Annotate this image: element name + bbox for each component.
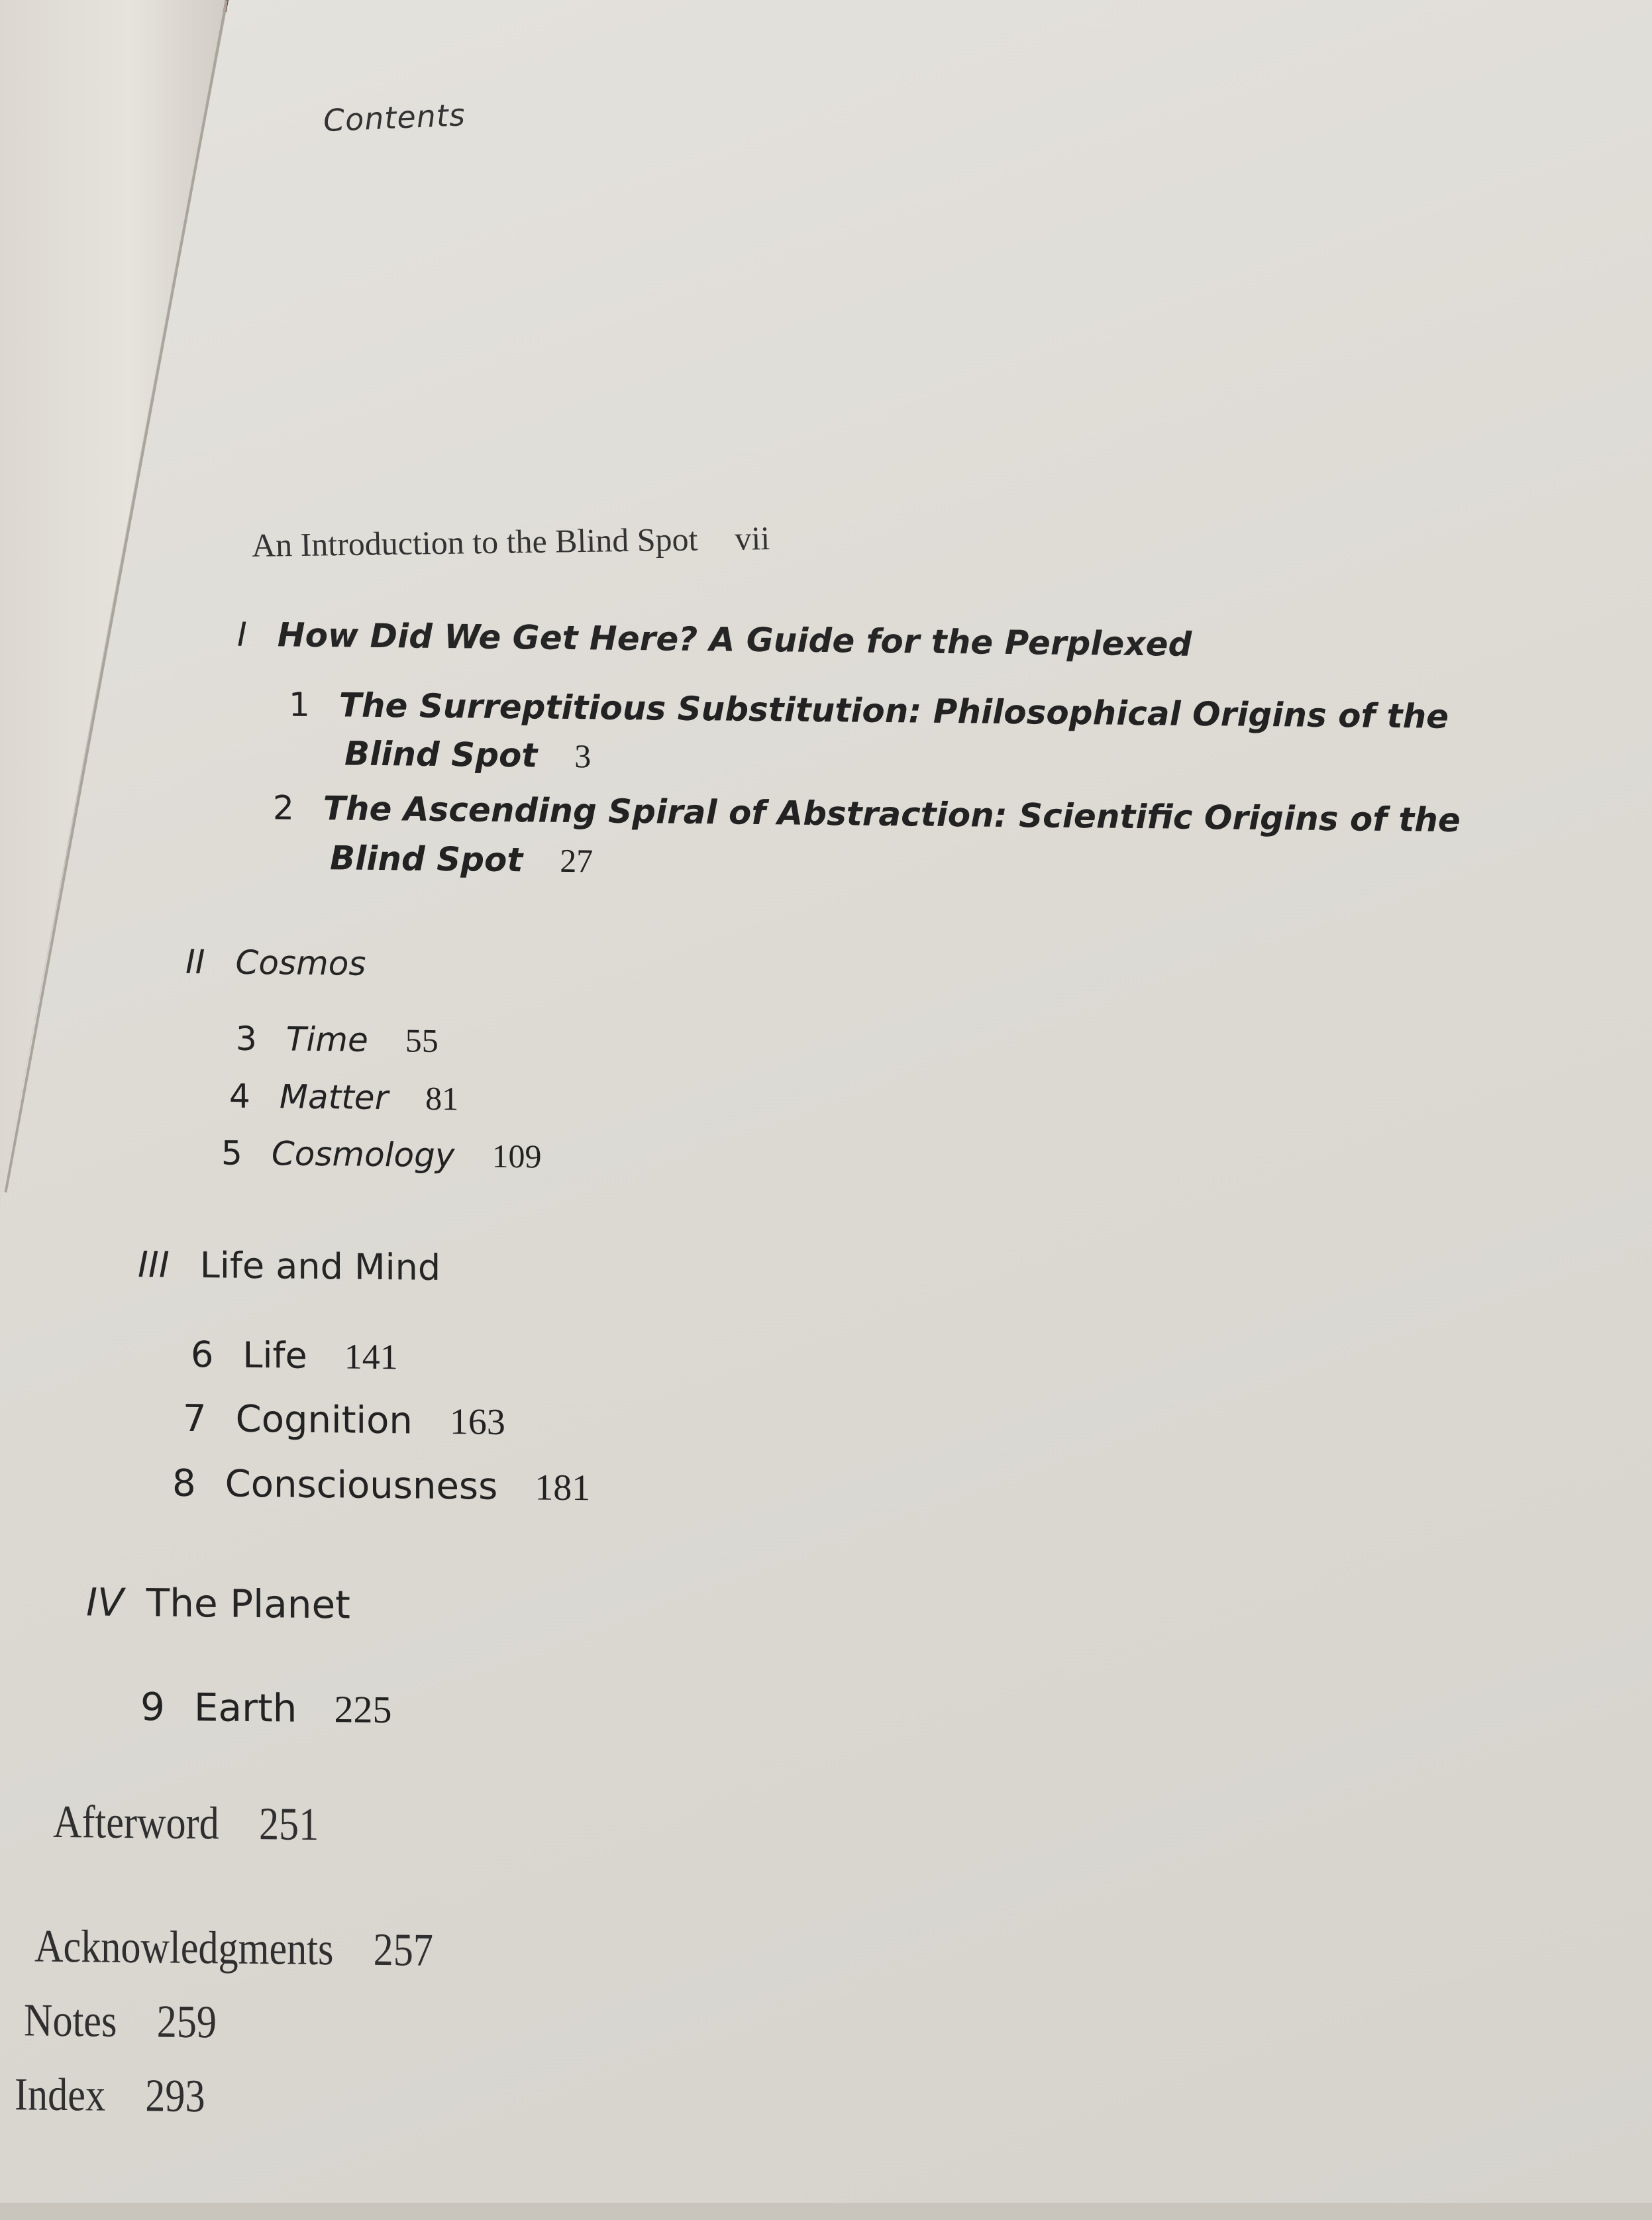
toc-entry-introduction xyxy=(251,519,770,564)
toc-chapter-6 xyxy=(191,1334,398,1377)
entry-title: Index xyxy=(15,2069,106,2121)
chapter-title: The Ascending Spiral of Abstraction: Scientific Origins of the xyxy=(323,789,1461,840)
chapter-title: Consciousness xyxy=(225,1462,498,1508)
toc-part-4 xyxy=(86,1579,350,1627)
toc-chapter-9 xyxy=(140,1684,391,1732)
chapter-title: Cosmology xyxy=(271,1134,455,1175)
toc-chapter-7 xyxy=(183,1397,505,1444)
toc-entry-afterword xyxy=(53,1796,319,1852)
toc-chapter-4 xyxy=(229,1077,458,1118)
toc-entry-notes xyxy=(24,1994,217,2049)
toc-chapter-5 xyxy=(221,1134,541,1175)
chapter-page-number: 27 xyxy=(560,841,594,880)
entry-page-number: 293 xyxy=(145,2070,205,2123)
entry-title: Notes xyxy=(24,1995,117,2047)
chapter-page-number: 81 xyxy=(425,1079,459,1118)
toc-chapter-2 xyxy=(273,788,1461,839)
entry-page-number: 257 xyxy=(373,1924,433,1976)
entry-page-number: vii xyxy=(734,519,770,557)
part-numeral: III xyxy=(138,1243,170,1286)
chapter-number: 6 xyxy=(191,1334,214,1376)
toc-chapter-1 xyxy=(289,686,1449,736)
chapter-page-number: 225 xyxy=(334,1687,392,1732)
entry-title: An Introduction to the Blind Spot xyxy=(251,520,699,564)
chapter-number: 7 xyxy=(183,1397,207,1441)
chapter-number: 3 xyxy=(236,1019,257,1059)
chapter-page-number: 109 xyxy=(491,1137,542,1175)
toc-part-2 xyxy=(185,943,366,983)
toc-chapter-3 xyxy=(236,1020,439,1060)
chapter-title-continued: Blind Spot xyxy=(330,839,523,880)
chapter-title: The Surreptitious Substitution: Philosophical Origins of the xyxy=(338,686,1449,736)
part-numeral: IV xyxy=(86,1579,124,1625)
part-numeral: II xyxy=(185,942,205,982)
chapter-number: 5 xyxy=(221,1134,242,1173)
chapter-page-number: 163 xyxy=(449,1401,505,1443)
chapter-number: 1 xyxy=(289,685,310,724)
entry-title: Afterword xyxy=(53,1796,219,1850)
part-title: Cosmos xyxy=(235,943,366,983)
part-title: The Planet xyxy=(146,1580,350,1628)
toc-chapter-8 xyxy=(172,1462,590,1510)
entry-page-number: 259 xyxy=(156,1996,217,2048)
chapter-page-number: 141 xyxy=(344,1336,398,1377)
chapter-title: Earth xyxy=(193,1685,297,1731)
toc-part-1 xyxy=(237,615,1192,664)
chapter-number: 4 xyxy=(229,1077,250,1116)
chapter-number: 2 xyxy=(273,788,294,827)
chapter-title: Life xyxy=(242,1334,307,1377)
toc-entry-index xyxy=(15,2068,205,2123)
chapter-number: 9 xyxy=(140,1684,165,1730)
part-title: How Did We Get Here? A Guide for the Perplexed xyxy=(277,615,1192,664)
toc-entry-acknowledgments xyxy=(34,1921,433,1978)
chapter-title-continued: Blind Spot xyxy=(344,734,538,775)
page-title: Contents xyxy=(322,97,467,139)
part-title: Life and Mind xyxy=(199,1244,441,1289)
toc-part-3 xyxy=(138,1243,440,1289)
chapter-page-number: 55 xyxy=(405,1022,439,1059)
chapter-number: 8 xyxy=(172,1461,196,1506)
chapter-title: Matter xyxy=(279,1077,389,1118)
chapter-page-number: 181 xyxy=(535,1467,591,1509)
chapter-page-number: 3 xyxy=(574,737,592,775)
chapter-title: Time xyxy=(285,1020,368,1059)
chapter-title: Cognition xyxy=(235,1397,413,1443)
toc-chapter-2-continued xyxy=(330,839,593,880)
toc-chapter-1-continued xyxy=(344,734,591,775)
entry-title: Acknowledgments xyxy=(34,1921,334,1976)
entry-page-number: 251 xyxy=(258,1799,319,1851)
part-numeral: I xyxy=(237,615,247,654)
